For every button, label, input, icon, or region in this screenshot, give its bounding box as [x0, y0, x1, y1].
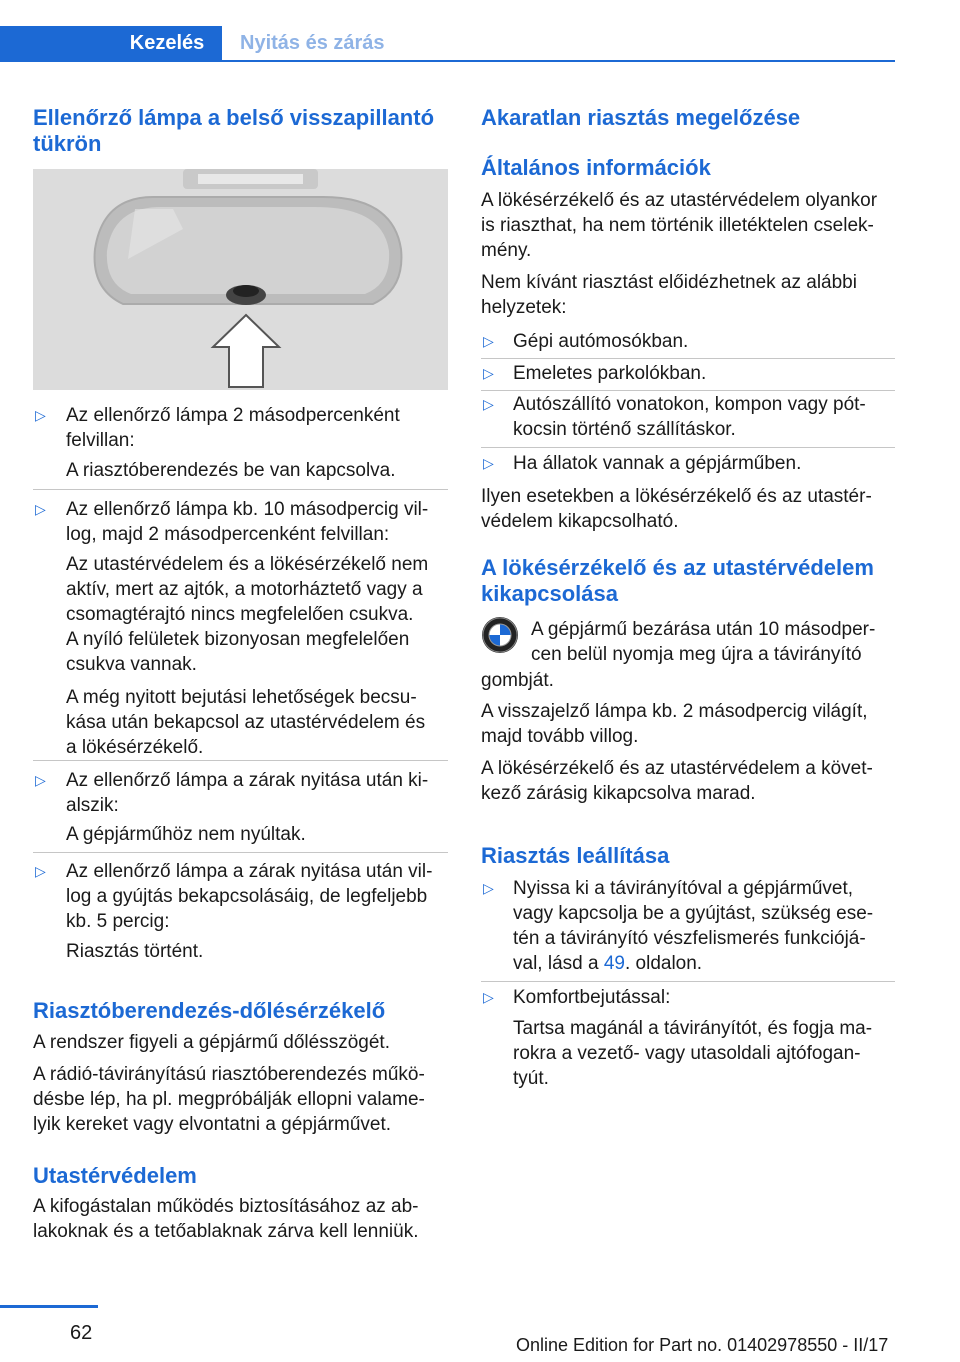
list-item: Emeletes parkolókban.	[513, 363, 707, 384]
list-item: Nyissa ki a távirányítóval a gépjárművet, vagy kapcsolja be a gyújtást, szükség ese‐ tén a távirányító vészfelismerés funkciójá‐ val, lásd a 49. oldalon.	[513, 878, 874, 974]
paragraph: A kifogástalan működés biztosításához az ab‐ lakoknak és a tetőablaknak zárva kell lenniük.	[33, 1196, 419, 1242]
paragraph: gombját.	[481, 670, 554, 691]
bullet-triangle-icon: ▷	[483, 880, 494, 896]
bullet-subtext: A gépjárműhöz nem nyúltak.	[66, 824, 306, 845]
divider	[481, 390, 895, 391]
paragraph: Ilyen esetekben a lökésérzékelő és az utastér‐ védelem kikapcsolható.	[481, 486, 872, 532]
page-link[interactable]: 49	[603, 953, 625, 974]
bullet-text: Az ellenőrző lámpa kb. 10 másodpercig vil‐ log, majd 2 másodpercenként felvillan:	[66, 499, 429, 545]
paragraph: A gépjármű bezárása után 10 másodper‐ cen belül nyomja meg újra a távirányító	[531, 619, 876, 665]
bullet-triangle-icon: ▷	[35, 407, 46, 423]
page-number: 62	[70, 1322, 93, 1344]
footer-divider	[0, 1305, 98, 1308]
bullet-triangle-icon: ▷	[483, 989, 494, 1005]
list-item-subtext: Tartsa magánál a távirányítót, és fogja ma‐ rokra a vezető- vagy utasoldali ajtófogan‐ tyút.	[513, 1018, 873, 1089]
page-header	[0, 0, 960, 64]
subsection-title-disable-sensors: A lökésérzékelő és az utastérvédelem kikapcsolása	[481, 555, 874, 606]
divider	[481, 358, 895, 359]
bullet-text: Az ellenőrző lámpa a zárak nyitása után ki‐ alszik:	[66, 770, 429, 816]
paragraph: A rádió-távirányítású riasztóberendezés műkö‐ désbe lép, ha pl. megpróbálják ellopni valame‐ lyik kereket vagy elvontatni a gépjárművet.	[33, 1064, 425, 1135]
paragraph: A visszajelző lámpa kb. 2 másodpercig világít, majd tovább villog.	[481, 701, 868, 747]
bullet-subtext: A riasztóberendezés be van kapcsolva.	[66, 460, 396, 481]
bullet-triangle-icon: ▷	[35, 772, 46, 788]
divider	[481, 447, 895, 448]
tab-nyitas-es-zaras[interactable]: Nyitás és zárás	[240, 31, 385, 54]
mirror-image	[33, 169, 448, 390]
section-title-tilt-sensor: Riasztóberendezés-dőlésérzékelő	[33, 998, 386, 1023]
bullet-text: Az ellenőrző lámpa a zárak nyitása után vil‐ log a gyújtás bekapcsolásáig, de legfeljebb kb. 5 percig:	[66, 861, 433, 932]
tab-kezeles[interactable]	[0, 26, 222, 60]
mirror-illustration	[33, 169, 448, 390]
paragraph: A rendszer figyeli a gépjármű dőlésszögét.	[33, 1032, 390, 1053]
paragraph: A lökésérzékelő és az utastérvédelem a követ‐ kező zárásig kikapcsolva marad.	[481, 758, 873, 804]
bullet-triangle-icon: ▷	[483, 333, 494, 349]
list-item: Komfortbejutással:	[513, 987, 671, 1008]
header-divider	[0, 60, 895, 62]
section-title-prevent-false-alarm: Akaratlan riasztás megelőzése	[481, 105, 801, 130]
paragraph: Nem kívánt riasztást előidézhetnek az alábbi helyzetek:	[481, 272, 857, 318]
bullet-triangle-icon: ▷	[35, 863, 46, 879]
section-title-stop-alarm: Riasztás leállítása	[481, 843, 670, 868]
divider	[481, 981, 895, 982]
bullet-subtext: Riasztás történt.	[66, 941, 204, 962]
divider	[33, 760, 448, 761]
section-title-interior-protection: Utastérvédelem	[33, 1163, 197, 1188]
bullet-subtext: A még nyitott bejutási lehetőségek becsu‐ kása után bekapcsol az utastérvédelem és a lökésérzékelő.	[66, 687, 426, 758]
tab-kezeles-label: Kezelés	[129, 31, 205, 54]
divider	[33, 489, 448, 490]
bmw-logo-icon	[481, 616, 519, 654]
edition-label: Online Edition for Part no. 01402978550 - II/17	[516, 1335, 889, 1355]
bullet-text: Az ellenőrző lámpa 2 másodpercenként felvillan:	[66, 405, 400, 451]
divider	[33, 852, 448, 853]
bullet-triangle-icon: ▷	[483, 396, 494, 412]
bullet-subtext: Az utastérvédelem és a lökésérzékelő nem aktív, mert az ajtók, a motorháztető vagy a csomagtérajtó nincs megfelelően csukva. A nyíló felületek bizonyosan megfelelően csukva vannak.	[66, 554, 429, 675]
list-item: Autószállító vonatokon, kompon vagy pót‐ kocsin történő szállításkor.	[513, 394, 866, 440]
paragraph: A lökésérzékelő és az utastérvédelem olyankor is riaszthat, ha nem történik illetéktelen cselek‐ mény.	[481, 190, 878, 261]
bullet-triangle-icon: ▷	[483, 365, 494, 381]
list-item: Gépi autómosókban.	[513, 331, 689, 352]
section-title-control-lamp: Ellenőrző lámpa a belső visszapillantó tükrön	[33, 105, 435, 156]
bullet-triangle-icon: ▷	[483, 455, 494, 471]
list-item: Ha állatok vannak a gépjárműben.	[513, 453, 802, 474]
bullet-triangle-icon: ▷	[35, 501, 46, 517]
subsection-title-general: Általános információk	[481, 155, 711, 180]
